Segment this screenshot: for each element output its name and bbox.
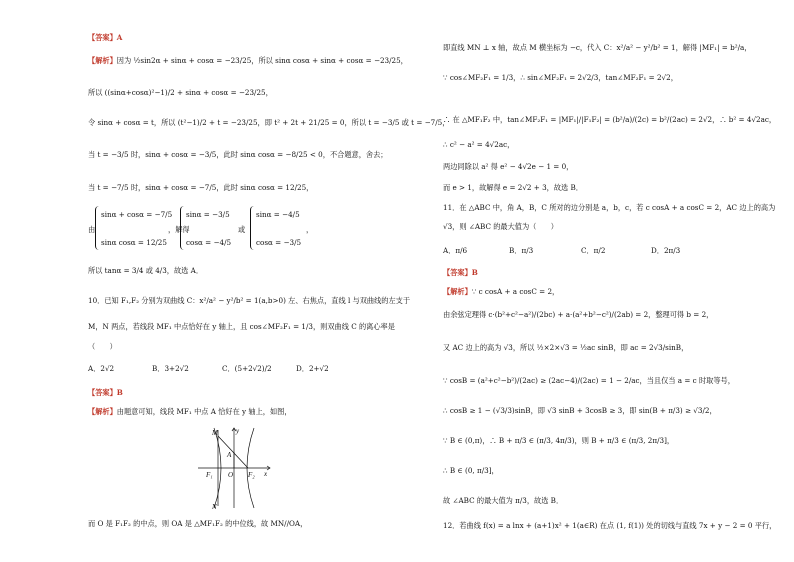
- system-end: ，: [306, 225, 314, 234]
- answer-label-9: 【答案】A: [88, 33, 123, 42]
- answer-label-10: 【答案】B: [88, 388, 123, 397]
- label-x: x: [264, 470, 268, 478]
- right-column: [397, 0, 794, 562]
- label-a: A: [227, 451, 232, 459]
- system-eq-2: sinα cosα = 12/25: [101, 238, 167, 247]
- analysis-11-text: ∵ c cosA + a cosC = 2，: [471, 287, 560, 296]
- answer-label-11: 【答案】B: [443, 268, 478, 277]
- analysis-label: 【解析】: [88, 56, 117, 65]
- analysis-10-last: 而 O 是 F₁F₂ 的中点，则 OA 是 △MF₁F₂ 的中位线，故 MN//OA，: [88, 519, 308, 528]
- right-line-2: ∵ cos∠MF₂F₁ = 1/3，∴ sin∠MF₂F₁ = 2√2/3，tan∠MF₂F₁ = 2√2，: [443, 73, 678, 82]
- solution-2b: cosα = −3/5: [256, 238, 302, 247]
- system-solve-word: ，解得: [168, 225, 190, 234]
- solution-line-1: 由余弦定理得 c·(b²+c²−a²)/(2bc) + a·(a²+b²−c²)/(2ab) = 2，整理可得 b = 2，: [443, 310, 714, 319]
- analysis-11: [443, 287, 559, 296]
- label-f2: F₂: [248, 471, 255, 479]
- option-a: A．2√2: [88, 364, 115, 373]
- option-d: D．2+√2: [296, 364, 329, 373]
- brace-3: [250, 206, 254, 250]
- analysis-10-text: 由题意可知，线段 MF₁ 中点 A 恰好在 y 轴上，如图，: [116, 407, 292, 416]
- right-line-4: ∴ c² − a² = 4√2ac，: [443, 140, 515, 149]
- option-11-a: A．π/6: [443, 246, 468, 255]
- option-11-b: B．π/3: [509, 246, 534, 255]
- question-12: 12．若曲线 f(x) = a lnx + (a+1)x² + 1(a∈R) 在点 (1, f(1)) 处的切线与直线 7x + y − 2 = 0 平行，: [443, 521, 777, 530]
- label-o: O: [228, 471, 234, 479]
- analysis-line-2: 所以 ((sinα+cosα)²−1)/2 + sinα + cosα = −23/25，: [88, 88, 273, 97]
- analysis-label-10: 【解析】: [88, 407, 117, 416]
- or-word: 或: [238, 225, 246, 234]
- solution-1a: sinα = −3/5: [186, 210, 230, 219]
- solution-line-7: 故 ∠ABC 的最大值为 π/3，故选 B．: [443, 496, 564, 505]
- question-10-line-1: 10．已知 F₁,F₂ 分别为双曲线 C：x²/a² − y²/b² = 1(a,b>0) 左、右焦点，直线 l 与双曲线的左支于: [88, 296, 411, 305]
- right-line-3: ∴ 在 △MF₁F₂ 中，tan∠MF₂F₁ = |MF₁|/|F₁F₂| = (b²/a)/(2c) = b²/(2ac) = 2√2，∴ b² = 4√2ac，: [443, 115, 777, 124]
- solution-line-6: ∴ B ∈ (0, π/3]，: [443, 466, 499, 475]
- system-eq-1: sinα + cosα = −7/5: [101, 210, 173, 219]
- analysis-line-5: 当 t = −7/5 时，sinα + cosα = −7/5，此时 sinα cosα = 12/25，: [88, 183, 314, 192]
- question-10-blank: （ ）: [88, 342, 117, 351]
- analysis-label-11: 【解析】: [443, 287, 472, 296]
- right-line-5: 两边同除以 a² 得 e² − 4√2e − 1 = 0，: [443, 162, 574, 171]
- option-11-d: D．2π/3: [651, 246, 681, 255]
- question-10-line-2: M，N 两点，若线段 MF₁ 中点恰好在 y 轴上，且 cos∠MF₂F₁ = 1/3，则双曲线 C 的离心率是: [88, 322, 395, 331]
- segment-mf2: [218, 436, 248, 468]
- analysis-10: [88, 407, 292, 416]
- solution-line-2: 又 AC 边上的高为 √3，所以 ½×2×√3 = ½ac sinB，即 ac = 2√3/sinB，: [443, 343, 689, 352]
- solution-line-4: ∴ cosB ≥ 1 − (√3/3)sinB，即 √3 sinB + 3cosB ≥ 3，即 sin(B + π/3) ≥ √3/2，: [443, 406, 717, 415]
- option-b: B．3+2√2: [152, 364, 189, 373]
- brace-2: [180, 206, 184, 250]
- analysis-text: 因为 ½sin2α + sinα + cosα = −23/25，所以 sinα cosα + sinα + cosα = −23/25，: [116, 56, 408, 65]
- question-11-line-2: √3，则 ∠ABC 的最大值为（ ）: [443, 222, 558, 231]
- system-prefix: 由: [88, 225, 96, 234]
- brace-1: [95, 206, 99, 250]
- label-f1: F₁: [206, 471, 213, 479]
- solution-line-3: ∵ cosB = (a²+c²−b²)/(2ac) ≥ (2ac−4)/(2ac) = 1 − 2/ac，当且仅当 a = c 时取等号，: [443, 376, 735, 385]
- analysis-conclusion: 所以 tanα = 3/4 或 4/3，故选 A．: [88, 266, 204, 275]
- right-line-1: 即直线 MN ⊥ x 轴，故点 M 横坐标为 −c，代入 C：x²/a² − y²/b² = 1，解得 |MF₁| = b²/a，: [443, 43, 752, 52]
- right-line-6: 而 e > 1，故解得 e = 2√2 + 3，故选 B．: [443, 183, 583, 192]
- solution-1b: cosα = −4/5: [186, 238, 232, 247]
- analysis-line-1: [88, 56, 408, 65]
- analysis-line-3: 令 sinα + cosα = t，所以 (t²−1)/2 + t = −23/25，即 t² + 2t + 21/25 = 0，所以 t = −3/5 或 t = −7/5，: [88, 118, 450, 127]
- solution-line-5: ∵ B ∈ (0,π)，∴ B + π/3 ∈ (π/3, 4π/3)，则 B + π/3 ∈ (π/3, 2π/3]，: [443, 436, 675, 445]
- option-c: C．(5+2√2)/2: [222, 364, 272, 373]
- hyperbola-figure: [196, 424, 272, 510]
- label-m: M: [212, 429, 218, 437]
- label-n: N: [212, 503, 217, 510]
- label-y: y: [236, 427, 240, 435]
- question-11-line-1: 11．在 △ABC 中，角 A，B，C 所对的边分别是 a，b，c，若 c cosA + a cosC = 2，AC 边上的高为: [443, 203, 776, 212]
- solution-2a: sinα = −4/5: [256, 210, 300, 219]
- option-11-c: C．π/2: [581, 246, 606, 255]
- analysis-line-4: 当 t = −3/5 时，sinα + cosα = −3/5，此时 sinα cosα = −8/25 < 0，不合题意，舍去；: [88, 150, 388, 159]
